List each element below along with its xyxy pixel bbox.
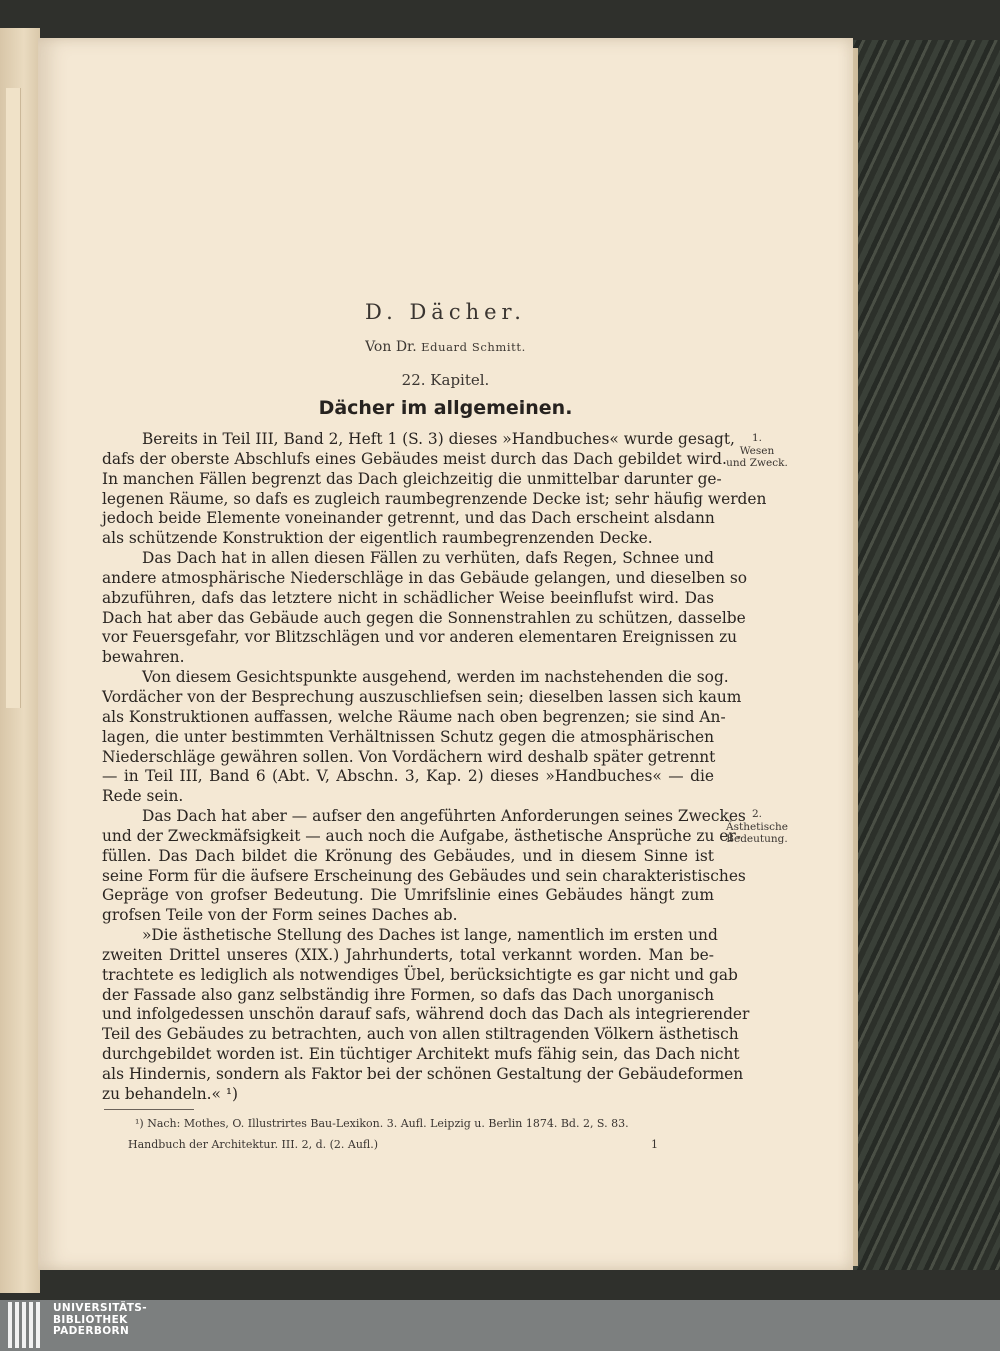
- text-line: Gepräge von grofser Bedeutung. Die Umrifslinie eines Gebäudes hängt zum: [102, 886, 714, 905]
- left-page-edge: [0, 28, 40, 1293]
- page-number: 1: [651, 1138, 658, 1151]
- marginal-text: Bedeutung.: [726, 833, 788, 845]
- marginal-note-1: [712, 432, 802, 470]
- text-line: seine Form für die äufsere Erscheinung des Gebäudes und sein charakteristisches: [102, 866, 746, 885]
- text-line: In manchen Fällen begrenzt das Dach gleichzeitig die unmittelbar darunter ge-: [102, 469, 722, 488]
- text-line: als schützende Konstruktion der eigentlich raumbegrenzenden Decke.: [102, 529, 653, 548]
- text-line: Rede sein.: [102, 787, 184, 806]
- text-line: Dach hat aber das Gebäude auch gegen die Sonnenstrahlen zu schützen, dasselbe: [102, 608, 746, 627]
- library-name-line: UNIVERSITÄTS-: [53, 1302, 148, 1314]
- text-line: Von diesem Gesichtspunkte ausgehend, werden im nachstehenden die sog.: [142, 668, 729, 687]
- text-line: andere atmosphärische Niederschläge in das Gebäude gelangen, und dieselben so: [102, 568, 748, 587]
- text-line: und der Zweckmäfsigkeit — auch noch die Aufgabe, ästhetische Ansprüche zu er-: [102, 826, 741, 845]
- left-paper-strip: [6, 88, 21, 708]
- text-line: — in Teil III, Band 6 (Abt. V, Abschn. 3, Kap. 2) dieses »Handbuches« — die: [102, 767, 714, 786]
- text-line: lagen, die unter bestimmten Verhältnissen Schutz gegen die atmosphärischen: [102, 727, 714, 746]
- text-line: Das Dach hat in allen diesen Fällen zu verhüten, dafs Regen, Schnee und: [142, 549, 714, 568]
- text-line: zweiten Drittel unseres (XIX.) Jahrhunderts, total verkannt worden. Man be-: [102, 945, 714, 964]
- page-footer: [128, 1138, 658, 1151]
- text-line: »Die ästhetische Stellung des Daches ist lange, namentlich im ersten und: [142, 926, 718, 945]
- text-line: als Konstruktionen auffassen, welche Räume nach oben begrenzen; sie sind An-: [102, 707, 726, 726]
- text-line: zu behandeln.« ¹): [102, 1084, 239, 1103]
- text-line: Das Dach hat aber — aufser den angeführten Anforderungen seines Zweckes: [142, 807, 746, 826]
- text-line: legenen Räume, so dafs es zugleich raumbegrenzende Decke ist; sehr häufig werden: [102, 489, 767, 508]
- text-line: der Fassade also ganz selbständig ihre Formen, so dafs das Dach unorganisch: [102, 985, 714, 1004]
- text-line: grofsen Teile von der Form seines Daches ab.: [102, 906, 458, 925]
- text-line: Bereits in Teil III, Band 2, Heft 1 (S. 3) dieses »Handbuches« wurde gesagt,: [142, 430, 735, 448]
- library-logo-icon: [8, 1302, 44, 1348]
- text-line: bewahren.: [102, 648, 185, 667]
- book-page: [38, 38, 853, 1270]
- text-line: Vordächer von der Besprechung auszuschliefsen sein; dieselben lassen sich kaum: [102, 687, 742, 706]
- text-line: trachtete es lediglich als notwendiges Übel, berücksichtigte es gar nicht und gab: [102, 965, 738, 984]
- footnote: ¹) Nach: Mothes, O. Illustrirtes Bau-Lexikon. 3. Aufl. Leipzig u. Berlin 1874. Bd. 2, S. 83.: [135, 1117, 629, 1130]
- chapter-number: 22. Kapitel.: [401, 371, 490, 389]
- text-line: und infolgedessen unschön darauf safs, während doch das Dach als integrierender: [102, 1005, 750, 1024]
- marginal-text: Wesen: [739, 444, 775, 457]
- text-line: abzuführen, dafs das letztere nicht in schädlicher Weise beeinflufst wird. Das: [102, 588, 714, 607]
- author-line: [38, 339, 853, 355]
- marginal-text: Ästhetische: [726, 820, 788, 833]
- library-name-line: PADERBORN: [53, 1325, 130, 1337]
- text-line: vor Feuersgefahr, vor Blitzschlägen und vor anderen elementaren Ereignissen zu: [102, 628, 738, 647]
- text-line: jedoch beide Elemente voneinander getrennt, und das Dach erscheint alsdann: [102, 509, 715, 528]
- section-title: D. Dächer.: [365, 300, 526, 324]
- marbled-cover: [850, 40, 1000, 1270]
- marginal-text: und Zweck.: [726, 457, 788, 469]
- text-line: Niederschläge gewähren sollen. Von Vordächern wird deshalb später getrennt: [102, 747, 716, 766]
- text-line: als Hindernis, sondern als Faktor bei der schönen Gestaltung der Gebäudeformen: [102, 1065, 744, 1083]
- library-name-line: BIBLIOTHEK: [53, 1313, 128, 1326]
- author-prefix: Von Dr.: [365, 339, 417, 355]
- library-banner: [0, 1300, 1000, 1351]
- marginal-number: 2.: [751, 808, 763, 820]
- footer-text: Handbuch der Architektur. III. 2, d. (2. Aufl.): [128, 1138, 379, 1151]
- chapter-title: Dächer im allgemeinen.: [318, 397, 573, 419]
- text-line: durchgebildet worden ist. Ein tüchtiger Architekt mufs fähig sein, das Dach nicht: [102, 1045, 740, 1064]
- marginal-note-2: [712, 808, 802, 846]
- text-line: dafs der oberste Abschlufs eines Gebäudes meist durch das Dach gebildet wird.: [102, 449, 727, 468]
- footnote-rule: [104, 1109, 194, 1110]
- text-line: Teil des Gebäudes zu betrachten, auch von allen stiltragenden Völkern ästhetisch: [102, 1025, 739, 1044]
- author-name: Eduard Schmitt.: [421, 340, 526, 354]
- library-name: [53, 1303, 147, 1338]
- marginal-number: 1.: [751, 432, 763, 444]
- text-line: füllen. Das Dach bildet die Krönung des Gebäudes, und in diesem Sinne ist: [102, 846, 714, 865]
